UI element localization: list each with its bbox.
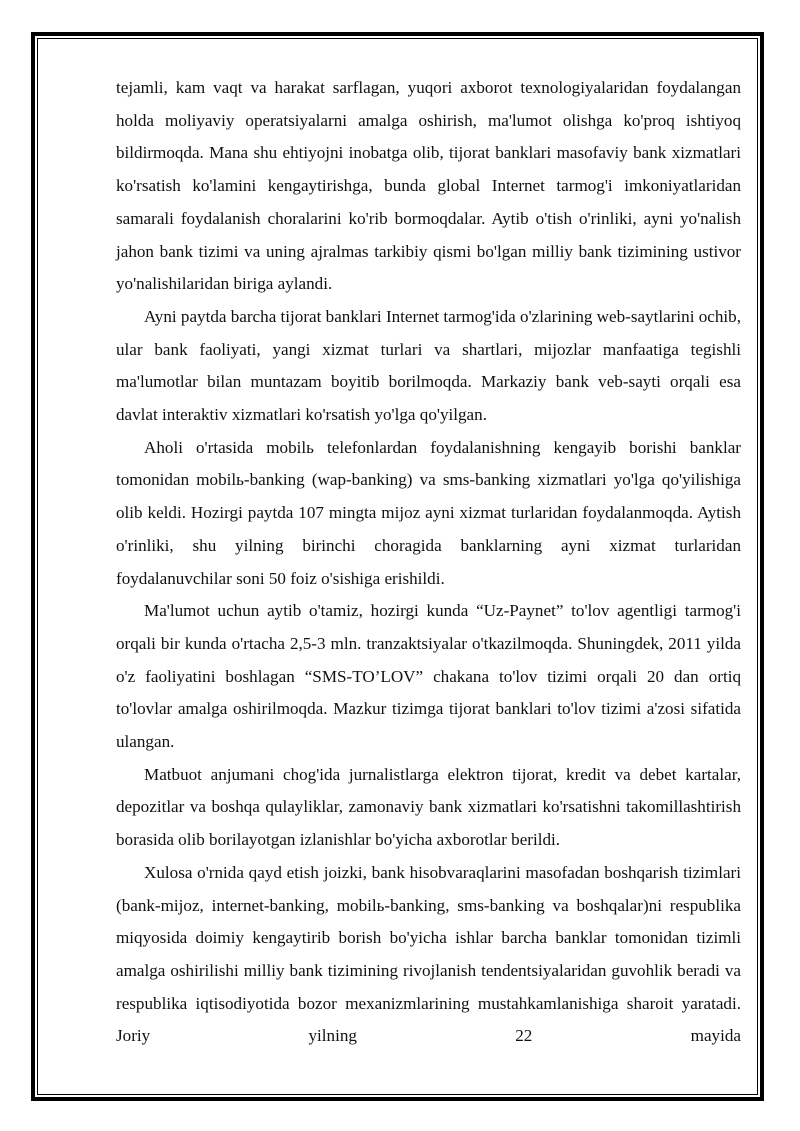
paragraph-press-conference: Matbuot anjumani chog'ida jurnalistlarga elektron tijorat, kredit va debet kartalar, depozitlar va boshqa qulayliklar, zamonaviy bank xizmatlari ko'rsatishni takomillashtirish borasida olib borilayotgan izlanishlar bo'yicha axborotlar berildi. — [116, 764, 741, 850]
paragraph-conclusion: Xulosa o'rnida qayd etish joizki, bank hisobvaraqlarini masofadan boshqarish tizimlari (bank-mijoz, internet-banking, mobilь-banking, sms-banking va boshqalar)ni respublika miqyosida doimiy kengaytirib borish bo'yicha ishlar barcha banklar tomonidan tizimli amalga oshirilishi milliy bank tizimining rivojlanish tendentsiyalaridan guvohlik beradi va respublika iqtisodiyotida bozor mexanizmlarining mustahkamlanishiga sharoit yaratadi. Joriy yilning 22 mayida — [116, 862, 741, 1046]
paragraph-payment-systems: Ma'lumot uchun aytib o'tamiz, hozirgi kunda “Uz-Paynet” to'lov agentligi tarmog'i orqali bir kunda o'rtacha 2,5-3 mln. tranzaktsiyalar o'tkazilmoqda. Shuningdek, 2011 yilda o'z faoliyatini boshlagan “SMS-TO’LOV” chakana to'lov tizimi orqali 20 dan ortiq to'lovlar amalga oshirilmoqda. Mazkur tizimga tijorat banklari to'lov tizimi a'zosi sifatida ulangan. — [116, 601, 741, 752]
paragraph-continuation: tejamli, kam vaqt va harakat sarflagan, yuqori axborot texnologiyalaridan foydalangan holda moliyaviy operatsiyalarni amalga oshirish, ma'lumot olishga ko'proq ishtiyoq bildirmoqda. Mana shu ehtiyojni inobatga olib, tijorat banklari masofaviy bank xizmatlari ko'rsatish ko'lamini kengaytirishga, bunda global Internet tarmog'i imkoniyatlaridan samarali foydalanish choralarini ko'rib bormoqdalar. Aytib o'tish o'rinliki, ayni yo'nalish jahon bank tizimi va uning ajralmas tarkibiy qismi bo'lgan milliy bank tizimining ustivor yo'nalishilaridan biriga aylandi. — [116, 78, 741, 294]
document-body — [116, 72, 741, 1053]
paragraph-web-sites: Ayni paytda barcha tijorat banklari Internet tarmog'ida o'zlarining web-saytlarini ochib, ular bank faoliyati, yangi xizmat turlari va shartlari, mijozlar manfaatiga tegishli ma'lumotlar bilan muntazam boyitib borilmoqda. Markaziy bank veb-sayti orqali esa davlat interaktiv xizmatlari ko'rsatish yo'lga qo'yilgan. — [116, 306, 741, 425]
paragraph-mobile-banking: Aholi o'rtasida mobilь telefonlardan foydalanishning kengayib borishi banklar tomonidan mobilь-banking (wap-banking) va sms-banking xizmatlari yo'lga qo'yilishiga olib keldi. Hozirgi paytda 107 mingta mijoz ayni xizmat turlaridan foydalanmoqda. Aytish o'rinliki, shu yilning birinchi choragida banklarning ayni xizmat turlaridan foydalanuvchilar soni 50 foiz o'sishiga erishildi. — [116, 437, 741, 588]
